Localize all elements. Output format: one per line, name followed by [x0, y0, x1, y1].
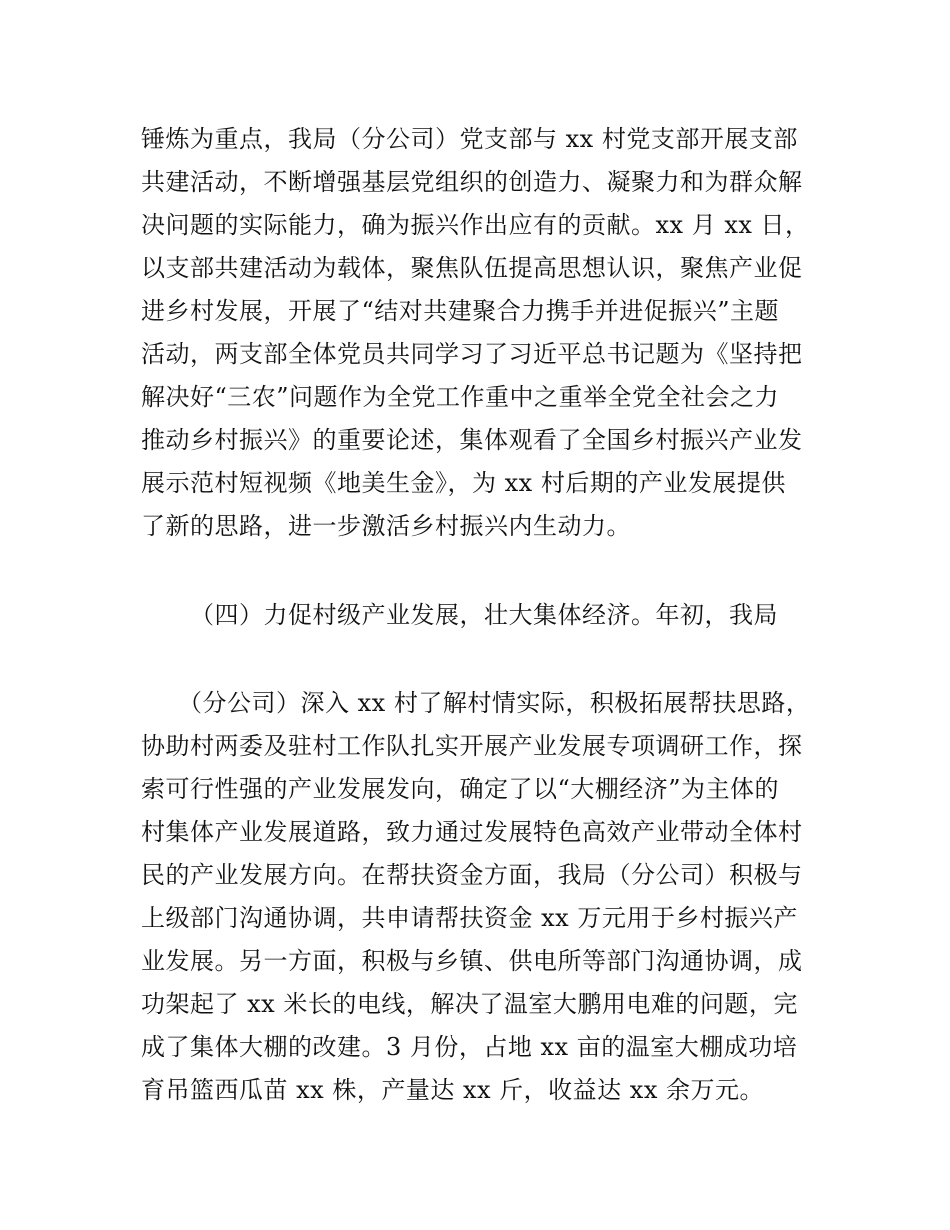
paragraph-2-line-7: 业发展。另一方面，积极与乡镇、供电所等部门沟通协调，成	[141, 947, 803, 975]
paragraph-1-line-4: 以支部共建活动为载体，聚焦队伍提高思想认识，聚焦产业促	[141, 254, 803, 282]
paragraph-1-line-8: 推动乡村振兴》的重要论述，集体观看了全国乡村振兴产业发	[141, 426, 803, 454]
paragraph-1-line-7: 解决好“三农”问题作为全党工作重中之重举全党全社会之力	[141, 383, 780, 411]
paragraph-2-line-10: 育吊篮西瓜苗 xx 株，产量达 xx 斤，收益达 xx 余万元。	[141, 1076, 764, 1104]
paragraph-2-line-8: 功架起了 xx 米长的电线，解决了温室大鹏用电难的问题，完	[141, 990, 798, 1018]
paragraph-1-line-9: 展示范村短视频《地美生金》，为 xx 村后期的产业发展提供	[141, 469, 786, 497]
paragraph-1-line-1: 锤炼为重点，我局（分公司）党支部与 xx 村党支部开展支部	[141, 125, 798, 153]
paragraph-2-line-3: 索可行性强的产业发展发向，确定了以“大棚经济”为主体的	[141, 775, 780, 803]
paragraph-2-line-1: （分公司）深入 xx 村了解村情实际，积极拓展帮扶思路，	[178, 689, 811, 717]
paragraph-2-line-9: 成了集体大棚的改建。3 月份，占地 xx 亩的温室大棚成功培	[141, 1033, 798, 1061]
paragraph-2-line-6: 上级部门沟通协调，共申请帮扶资金 xx 万元用于乡村振兴产	[141, 904, 798, 932]
paragraph-2-line-5: 民的产业发展方向。在帮扶资金方面，我局（分公司）积极与	[141, 861, 803, 889]
paragraph-1-line-6: 活动，两支部全体党员共同学习了习近平总书记题为《坚持把	[141, 340, 803, 368]
section-heading-4: （四）力促村级产业发展，壮大集体经济。年初，我局	[190, 601, 778, 629]
paragraph-1-line-3: 决问题的实际能力，确为振兴作出应有的贡献。xx 月 xx 日，	[141, 211, 810, 239]
paragraph-1-line-10: 了新的思路，进一步激活乡村振兴内生动力。	[141, 512, 631, 540]
paragraph-2-line-4: 村集体产业发展道路，致力通过发展特色高效产业带动全体村	[141, 818, 803, 846]
paragraph-1-line-2: 共建活动，不断增强基层党组织的创造力、凝聚力和为群众解	[141, 168, 803, 196]
paragraph-2-line-2: 协助村两委及驻村工作队扎实开展产业发展专项调研工作，探	[141, 732, 803, 760]
paragraph-1-line-5: 进乡村发展，开展了“结对共建聚合力携手并进促振兴”主题	[141, 297, 780, 325]
